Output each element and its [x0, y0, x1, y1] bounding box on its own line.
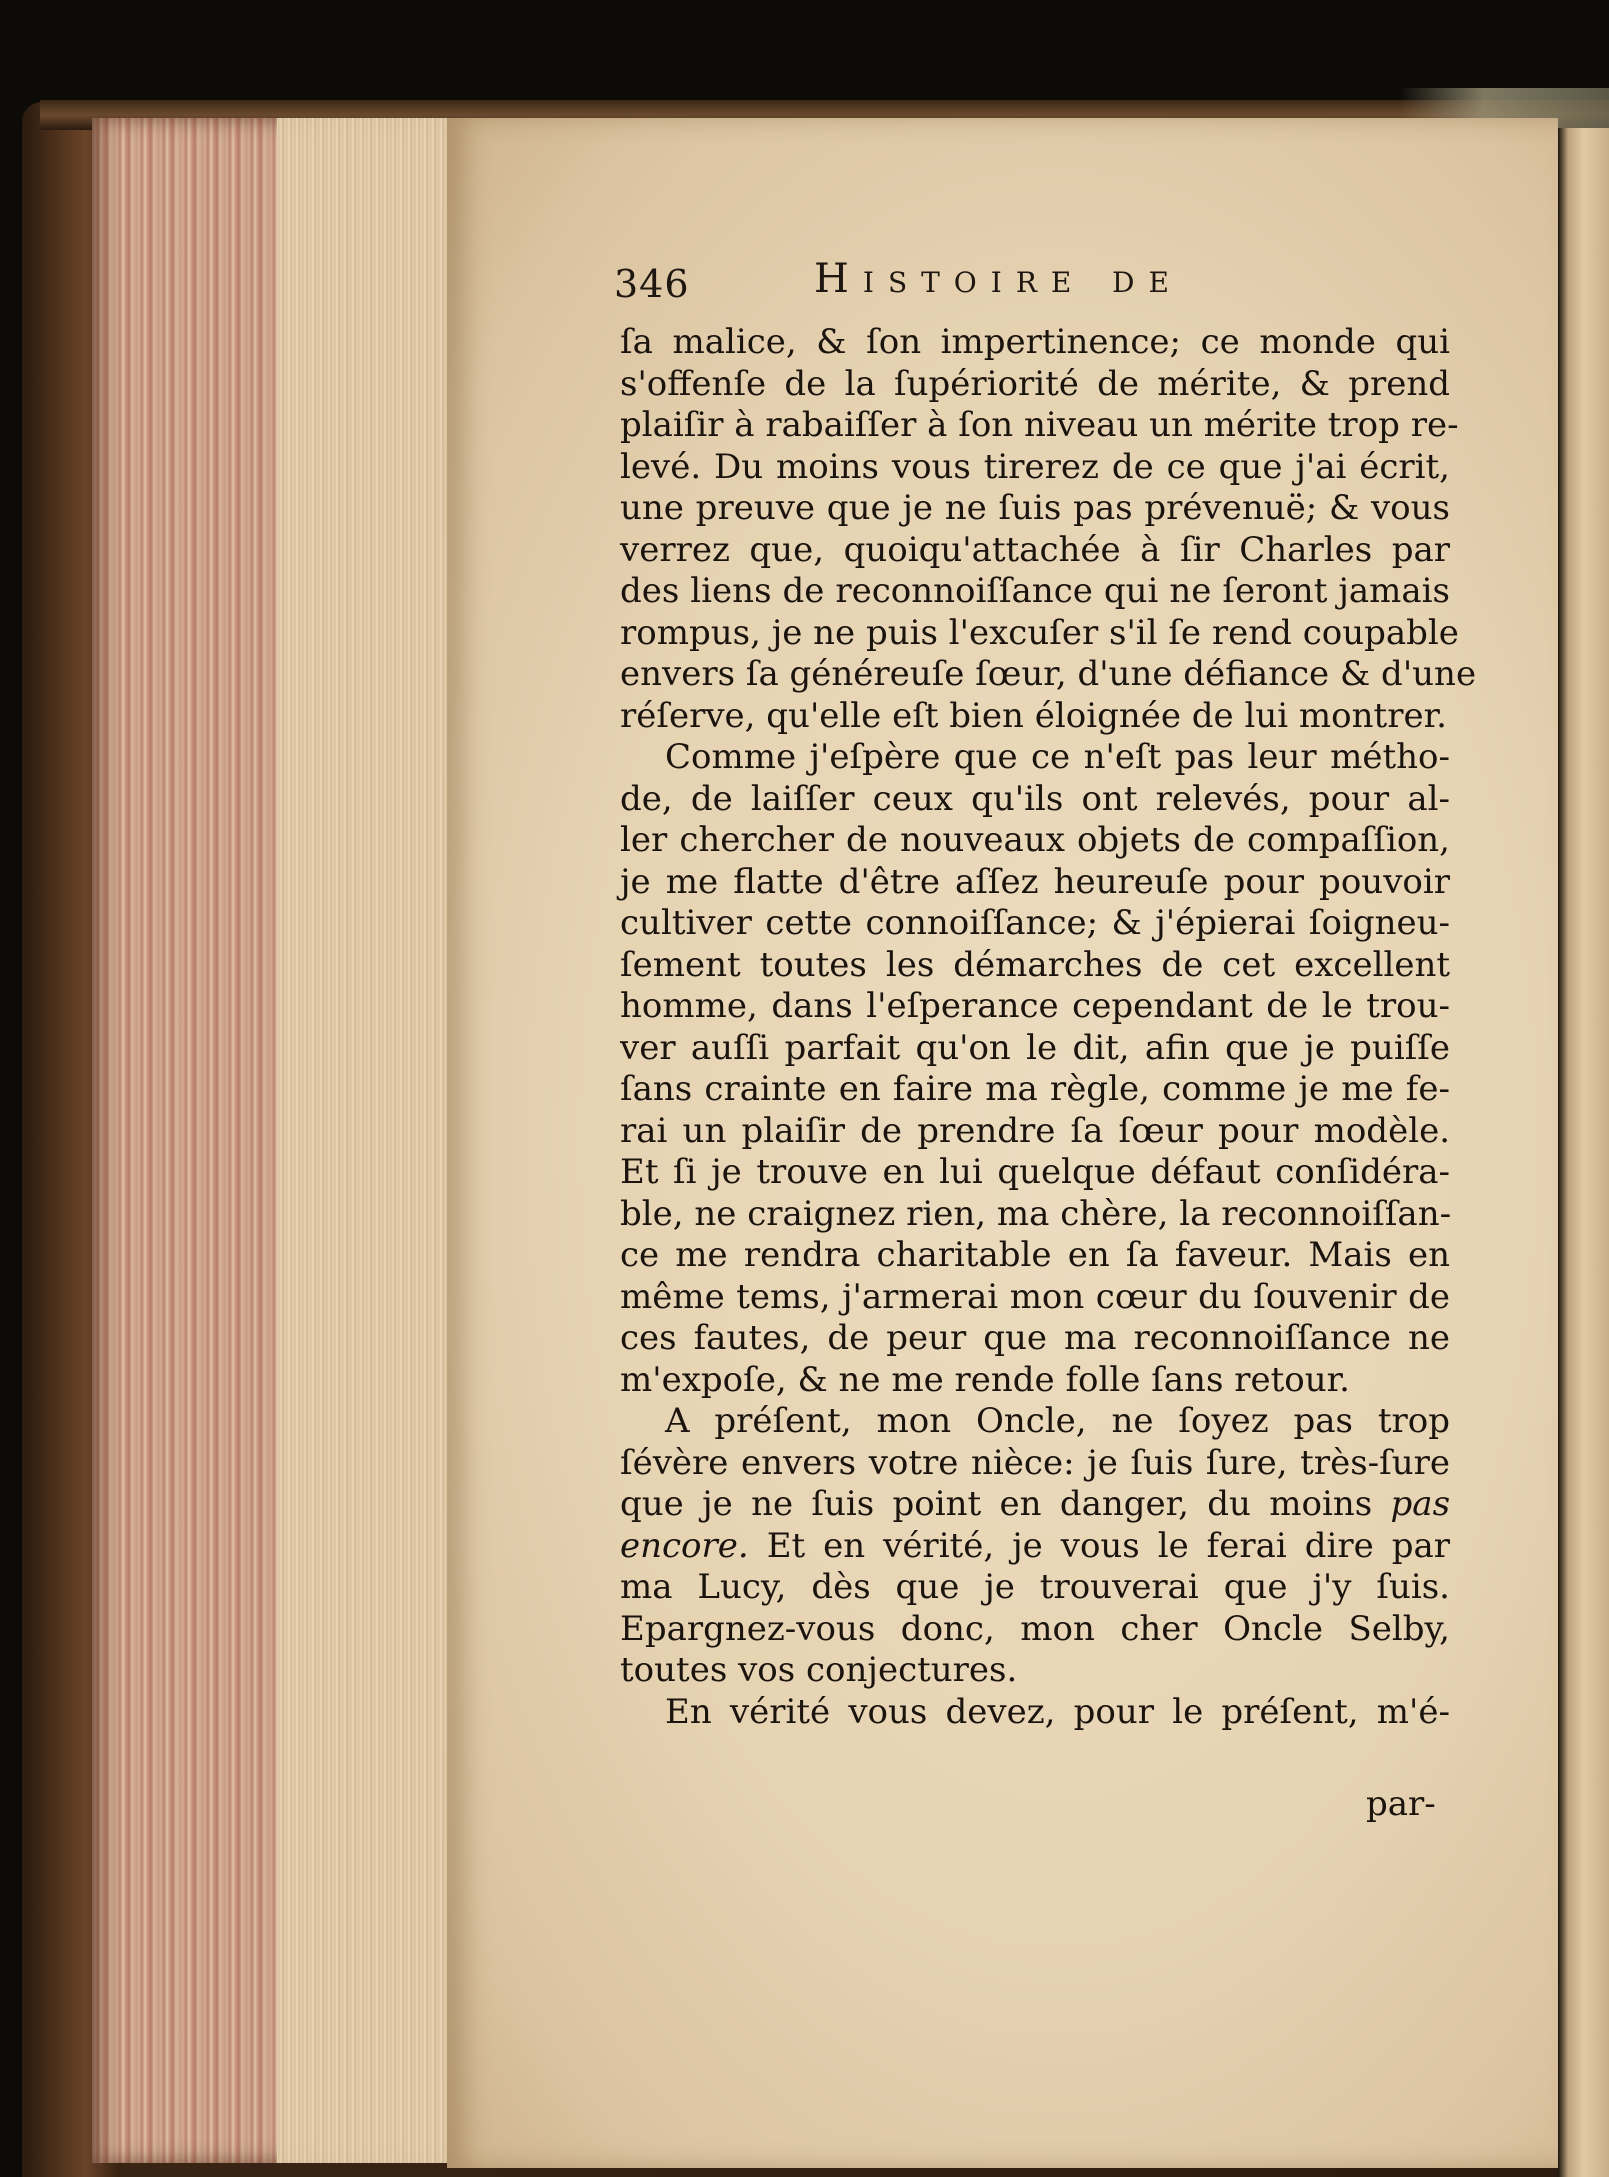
- text-line: rompus, je ne puis l'excuſer s'il ſe rend coupable: [620, 612, 1459, 653]
- text-line: rai un plaiſir de prendre ſa ſœur pour modèle.: [620, 1110, 1450, 1151]
- text-line: cultiver cette connoiſſance; & j'épierai ſoigneu-: [620, 903, 1450, 943]
- text-line: ſans crainte en faire ma règle, comme je me fe-: [620, 1069, 1450, 1109]
- text-line: toutes vos conjectures.: [620, 1650, 1018, 1690]
- text-line: En vérité vous devez, pour le préſent, m'é-: [665, 1691, 1450, 1732]
- next-page-edge: [1558, 128, 1609, 2177]
- body-text: [620, 322, 1477, 1733]
- page-edges-stack: [92, 118, 447, 2163]
- italic-word: encore.: [620, 1525, 749, 1566]
- text-line: homme, dans l'eſperance cependant de le trou-: [620, 986, 1450, 1026]
- text-line: verrez que, quoiqu'attachée à ſir Charles par: [620, 529, 1450, 570]
- text-line: Epargnez-vous donc, mon cher Oncle Selby,: [620, 1608, 1450, 1649]
- text-line: ma Lucy, dès que je trouverai que j'y ſuis.: [620, 1567, 1450, 1607]
- text-line: [620, 1526, 1450, 1568]
- text-line: s'offenſe de la ſupériorité de mérite, & prend: [620, 363, 1450, 404]
- text-line: A préſent, mon Oncle, ne ſoyez pas trop: [665, 1401, 1450, 1441]
- text-line: levé. Du moins vous tirerez de ce que j'ai écrit,: [620, 446, 1450, 487]
- text-line: [620, 1484, 1450, 1526]
- text-line: ce me rendra charitable en ſa faveur. Mais en: [620, 1235, 1450, 1275]
- text-line: même tems, j'armerai mon cœur du ſouvenir de: [620, 1276, 1450, 1317]
- text-line: ces fautes, de peur que ma reconnoiſſance ne: [620, 1318, 1450, 1358]
- text-line: ble, ne craignez rien, ma chère, la reconnoiſſan-: [620, 1193, 1452, 1234]
- running-title: Histoire de: [814, 256, 1183, 302]
- text-line: réſerve, qu'elle eſt bien éloignée de lui montrer.: [620, 695, 1447, 736]
- italic-word: pas: [1390, 1484, 1451, 1524]
- text-line: plaiſir à rabaiſſer à ſon niveau un mérite trop re-: [620, 405, 1459, 445]
- text-fragment: Et en vérité, je vous le ferai dire par: [766, 1525, 1450, 1566]
- text-line: de, de laiſſer ceux qu'ils ont relevés, pour al-: [620, 778, 1450, 819]
- text-line: des liens de reconnoiſſance qui ne ſeront jamais: [620, 571, 1450, 611]
- text-line: Et ſi je trouve en lui quelque défaut conſidéra-: [620, 1152, 1450, 1192]
- text-line: ſement toutes les démarches de cet excellent: [620, 944, 1450, 985]
- text-line: m'expoſe, & ne me rende folle ſans retour.: [620, 1359, 1350, 1400]
- page-header: [614, 256, 1474, 316]
- text-line: une preuve que je ne ſuis pas prévenuë; & vous: [620, 488, 1450, 528]
- text-line: envers ſa généreuſe ſœur, d'une défiance & d'une: [620, 654, 1477, 694]
- text-line: ler chercher de nouveaux objets de compaſſion,: [620, 820, 1450, 860]
- text-line: ſa malice, & ſon impertinence; ce monde qui: [620, 322, 1450, 362]
- page-number: 346: [614, 262, 690, 306]
- text-line: ver auſſi parfait qu'on le dit, afin que je puiſſe: [620, 1027, 1450, 1068]
- text-line: je me flatte d'être aſſez heureuſe pour pouvoir: [620, 861, 1450, 902]
- text-line: Comme j'eſpère que ce n'eſt pas leur métho-: [665, 737, 1450, 777]
- catchword: par-: [1366, 1784, 1436, 1824]
- text-fragment: que je ne ſuis point en danger, du moins: [620, 1484, 1373, 1524]
- text-line: ſévère envers votre nièce: je ſuis ſure, très-ſure: [620, 1442, 1450, 1483]
